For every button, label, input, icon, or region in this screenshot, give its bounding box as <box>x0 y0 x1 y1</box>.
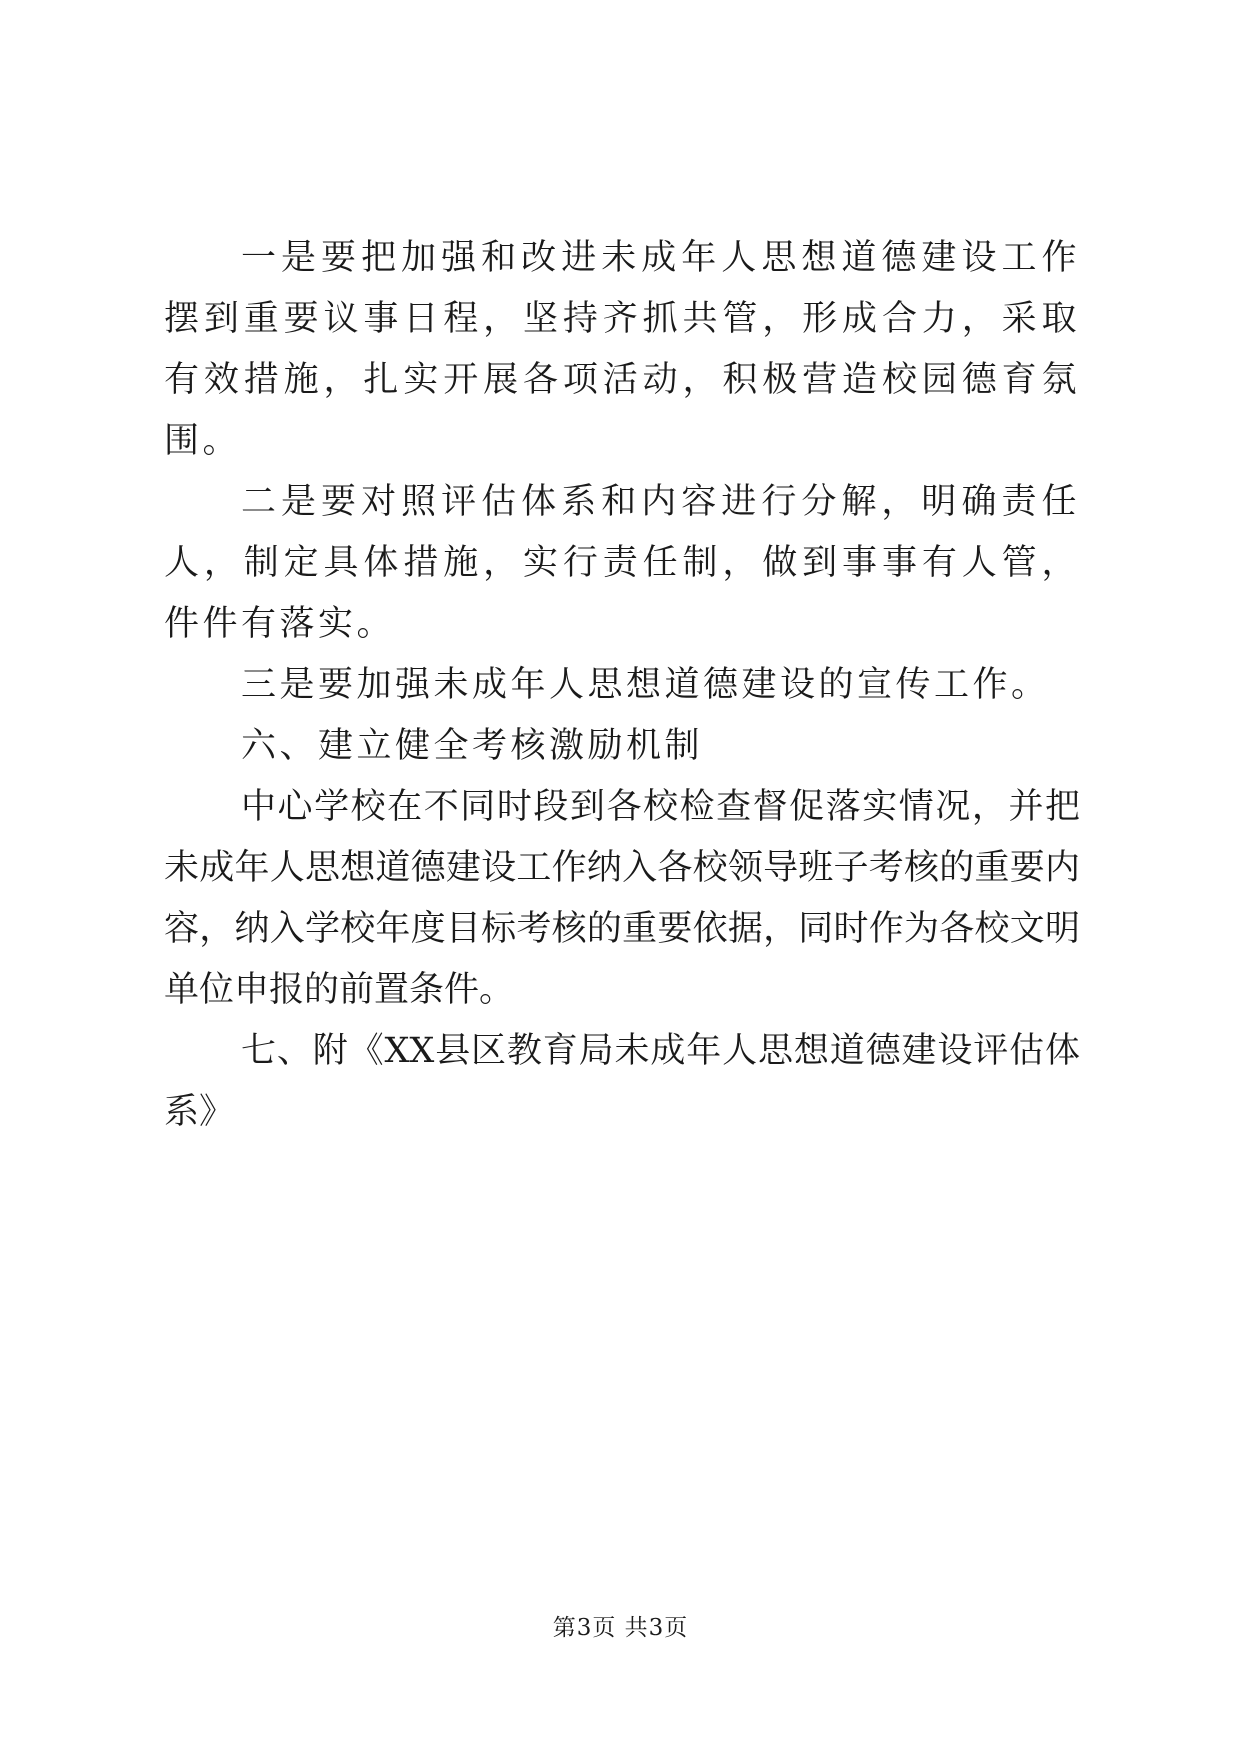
document-body <box>164 228 1080 1143</box>
section-heading-6: 六、建立健全考核激励机制 <box>241 726 704 766</box>
paragraph-measure-3: 三是要加强未成年人思想道德建设的宣传工作。 <box>241 665 1050 705</box>
paragraph-measure-1: 一是要把加强和改进未成年人思想道德建设工作摆到重要议事日程，坚持齐抓共管，形成合力，采取有效措施，扎实开展各项活动，积极营造校园德育氛围。 <box>164 238 1080 461</box>
page-number-footer: 第3页 共3页 <box>552 1615 689 1641</box>
paragraph-measure-2: 二是要对照评估体系和内容进行分解，明确责任人，制定具体措施，实行责任制，做到事事有人管，件件有落实。 <box>164 482 1080 644</box>
section-heading-7-attachment: 七、附《XX县区教育局未成年人思想道德建设评估体系》 <box>164 1031 1080 1132</box>
paragraph-assessment: 中心学校在不同时段到各校检查督促落实情况，并把未成年人思想道德建设工作纳入各校领导班子考核的重要内容，纳入学校年度目标考核的重要依据，同时作为各校文明单位申报的前置条件。 <box>164 787 1080 1010</box>
